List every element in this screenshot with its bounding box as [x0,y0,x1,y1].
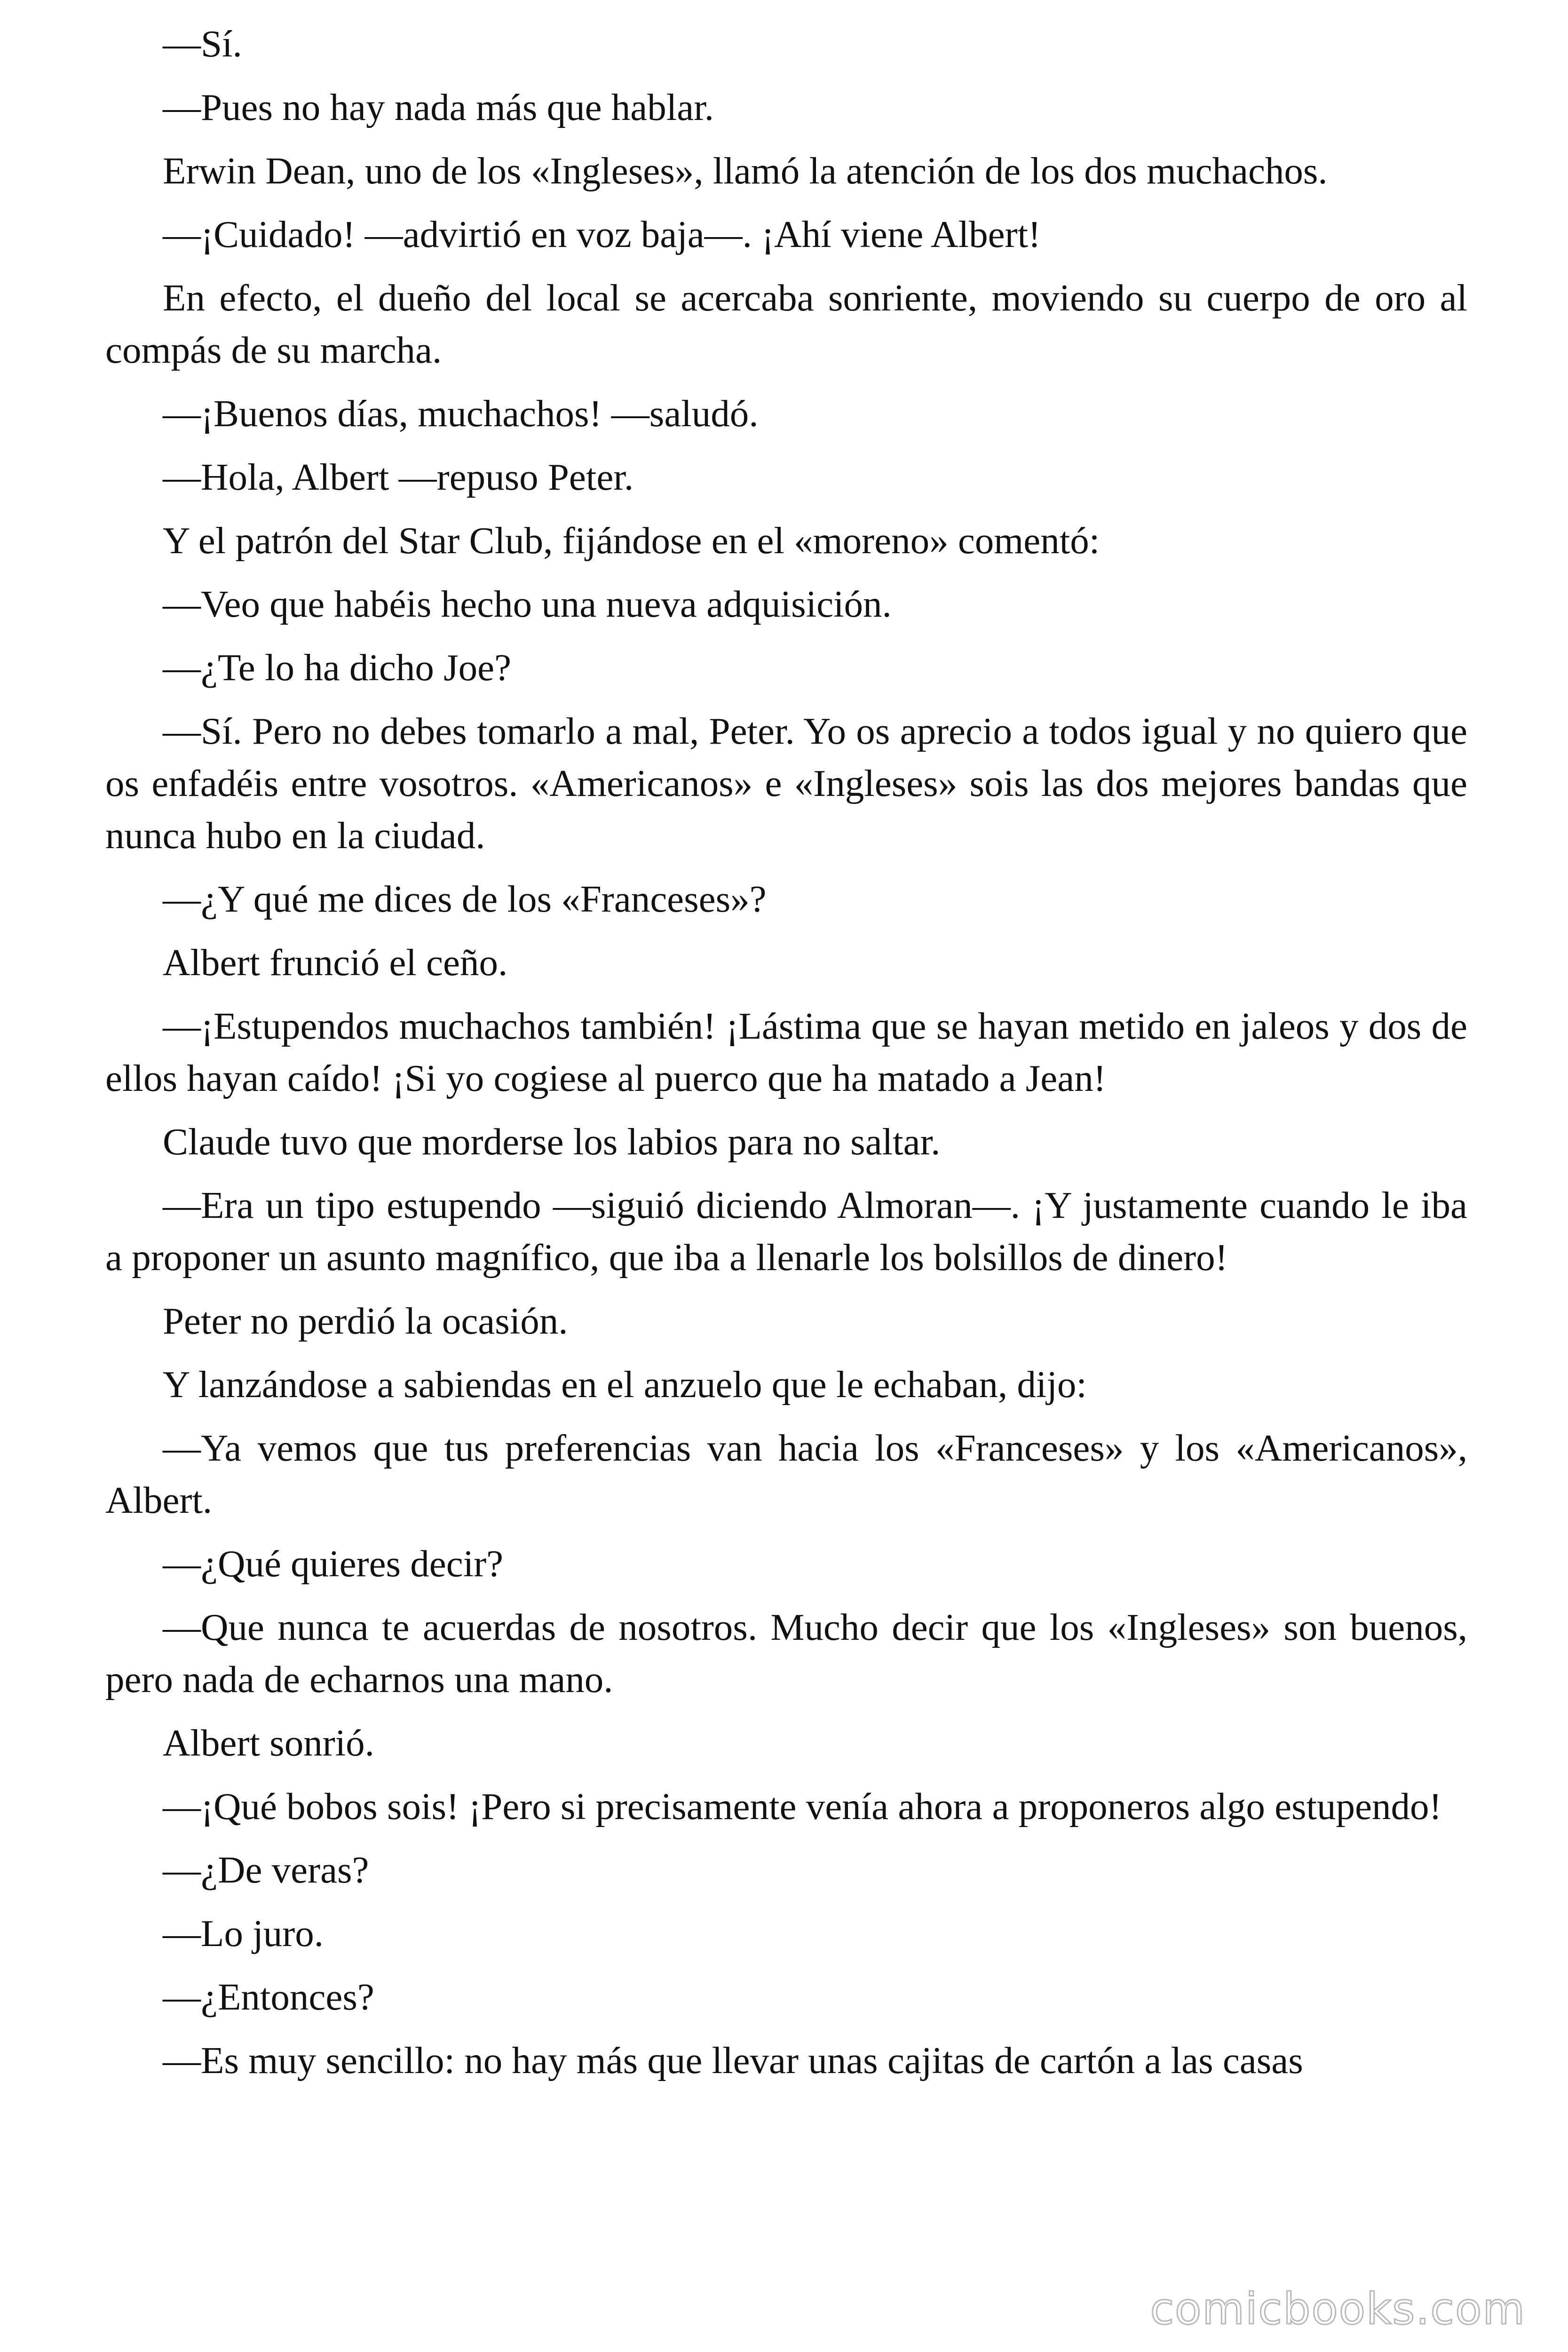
paragraph: —Lo juro. [163,1912,324,1955]
paragraph: Albert sonrió. [163,1722,374,1764]
paragraph: Albert frunció el ceño. [163,941,508,984]
paragraph: —Es muy sencillo: no hay más que llevar unas cajitas de cartón a las casas [163,2039,1303,2082]
paragraph: Claude tuvo que morderse los labios para no saltar. [163,1120,941,1163]
paragraph: —Sí. [163,23,242,65]
paragraph: —¡Buenos días, muchachos! —saludó. [163,392,759,435]
paragraph: —¿Entonces? [163,1976,374,2018]
paragraph: —Hola, Albert —repuso Peter. [163,456,634,498]
paragraph: Y el patrón del Star Club, fijándose en el «moreno» comentó: [163,519,1100,562]
paragraph: —Era un tipo estupendo —siguió diciendo Almoran—. ¡Y justamente cuando le iba a proponer un asunto magnífico, que iba a llenarle los bolsillos de dinero! [105,1184,1467,1279]
paragraph: —¡Estupendos muchachos también! ¡Lástima que se hayan metido en jaleos y dos de ellos hayan caído! ¡Si yo cogiese al puerco que ha matado a Jean! [105,1005,1467,1099]
page-text [105,18,1467,2098]
paragraph: —Ya vemos que tus preferencias van hacia los «Franceses» y los «Americanos», Albert. [105,1427,1467,1521]
paragraph: —¡Cuidado! —advirtió en voz baja—. ¡Ahí viene Albert! [163,213,1041,255]
paragraph: —¿De veras? [163,1849,369,1891]
paragraph: —¿Y qué me dices de los «Franceses»? [163,878,767,920]
paragraph: —¿Te lo ha dicho Joe? [163,646,512,689]
paragraph: —¿Qué quieres decir? [163,1542,504,1585]
paragraph: —Pues no hay nada más que hablar. [163,86,714,128]
watermark: comicbooks.com [1150,2284,1526,2334]
paragraph: En efecto, el dueño del local se acercaba sonriente, moviendo su cuerpo de oro al compás de su marcha. [105,277,1467,371]
paragraph: Erwin Dean, uno de los «Ingleses», llamó la atención de los dos muchachos. [163,150,1328,192]
paragraph: Y lanzándose a sabiendas en el anzuelo que le echaban, dijo: [163,1363,1087,1406]
paragraph: —Que nunca te acuerdas de nosotros. Mucho decir que los «Ingleses» son buenos, pero nada de echarnos una mano. [105,1606,1467,1700]
paragraph: —¡Qué bobos sois! ¡Pero si precisamente venía ahora a proponeros algo estupendo! [163,1785,1442,1828]
paragraph: —Veo que habéis hecho una nueva adquisición. [163,583,892,625]
paragraph: Peter no perdió la ocasión. [163,1300,568,1342]
paragraph: —Sí. Pero no debes tomarlo a mal, Peter. Yo os aprecio a todos igual y no quiero que os enfadéis entre vosotros. «Americanos» e «Ingleses» sois las dos mejores bandas que nunca hubo en la ciudad. [105,710,1467,857]
